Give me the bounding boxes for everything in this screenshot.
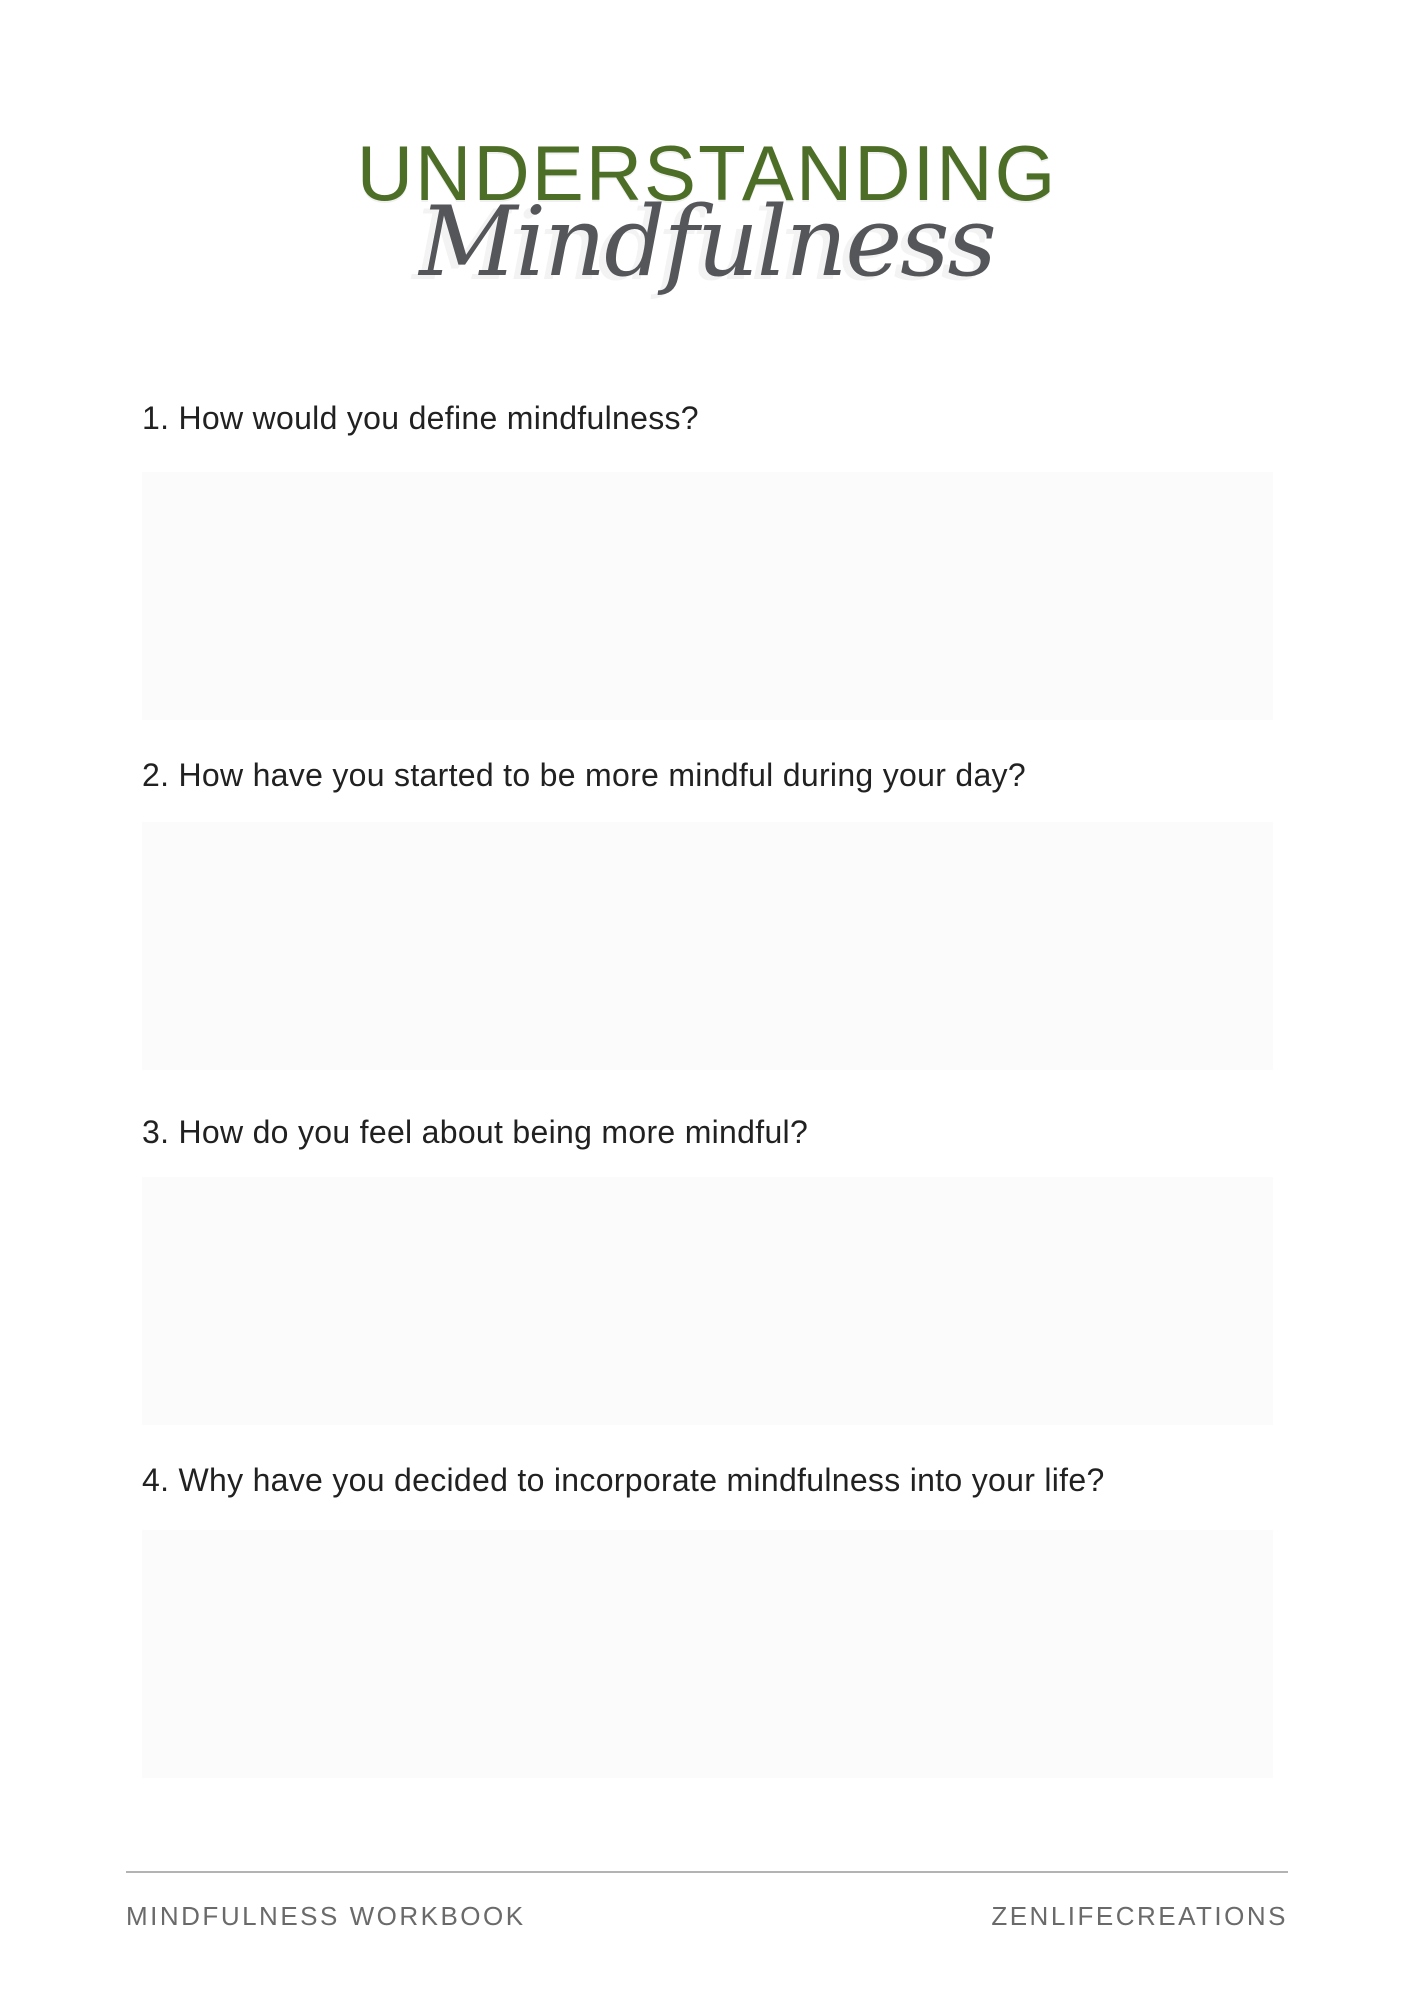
footer-workbook-title: MINDFULNESS WORKBOOK bbox=[126, 1901, 526, 1931]
question-4-answer-box[interactable] bbox=[142, 1530, 1273, 1778]
footer-brand-name: ZENLIFECREATIONS bbox=[991, 1901, 1288, 1931]
footer-divider bbox=[126, 1871, 1288, 1873]
page-subtitle-script: Mindfulness bbox=[419, 186, 995, 298]
question-3-answer-box[interactable] bbox=[142, 1177, 1273, 1425]
question-3-label: 3. How do you feel about being more mindful? bbox=[142, 1114, 809, 1150]
question-1-answer-box[interactable] bbox=[142, 472, 1273, 720]
question-2-label: 2. How have you started to be more mindful during your day? bbox=[142, 757, 1026, 793]
question-1-label: 1. How would you define mindfulness? bbox=[142, 400, 699, 436]
page-title: UNDERSTANDING bbox=[356, 129, 1058, 217]
question-2-answer-box[interactable] bbox=[142, 822, 1273, 1070]
question-4-label: 4. Why have you decided to incorporate mindfulness into your life? bbox=[142, 1462, 1105, 1498]
